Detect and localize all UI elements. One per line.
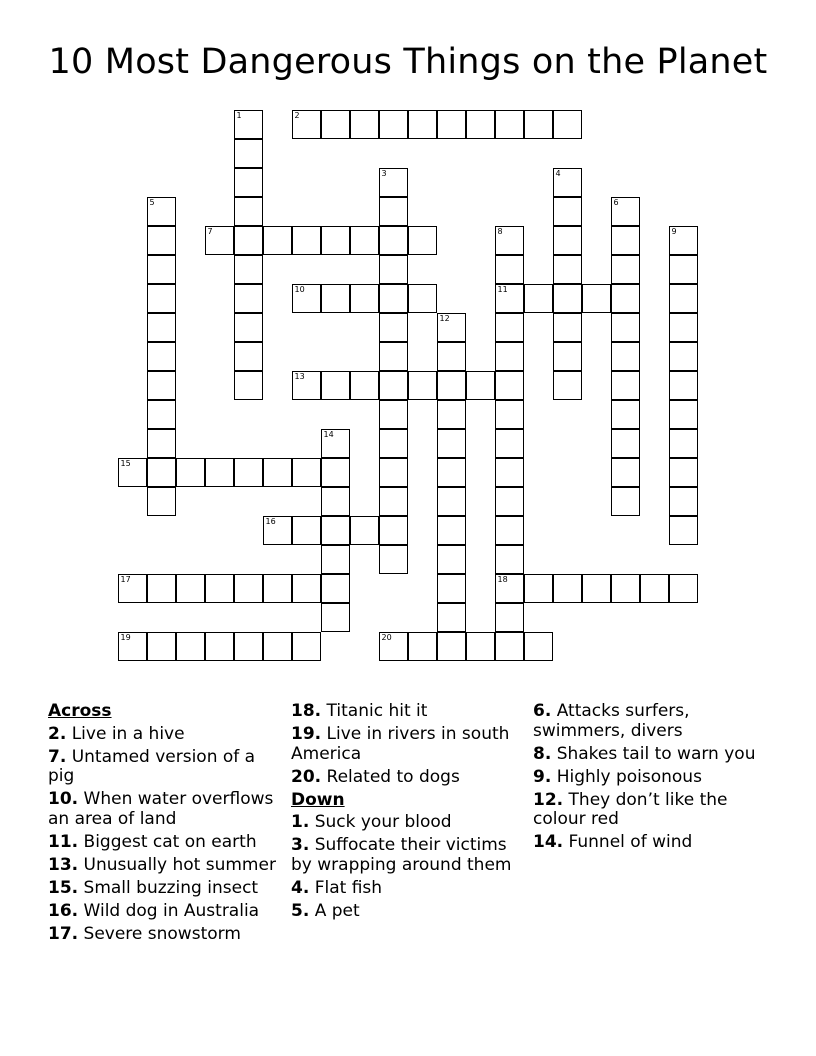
grid-cell[interactable]	[669, 313, 698, 342]
grid-cell[interactable]	[379, 342, 408, 371]
cell-number: 7	[207, 227, 213, 236]
grid-cell[interactable]	[669, 371, 698, 400]
grid-cell[interactable]	[669, 342, 698, 371]
grid-cell[interactable]	[176, 458, 205, 487]
grid-cell[interactable]	[379, 284, 408, 313]
grid-cell[interactable]	[495, 284, 524, 313]
grid-cell[interactable]	[495, 313, 524, 342]
grid-cell[interactable]	[669, 226, 698, 255]
grid-cell[interactable]	[437, 313, 466, 342]
grid-cell[interactable]	[234, 139, 263, 168]
cell-number: 3	[381, 169, 387, 178]
grid-cell[interactable]	[379, 197, 408, 226]
across-clue-11: 11. Biggest cat on earth	[48, 831, 257, 852]
grid-cell[interactable]	[321, 226, 350, 255]
grid-cell[interactable]	[437, 429, 466, 458]
grid-cell[interactable]	[524, 574, 553, 603]
grid-cell[interactable]	[379, 168, 408, 197]
grid-cell[interactable]	[495, 255, 524, 284]
clue-column-2	[291, 702, 527, 925]
grid-cell[interactable]	[669, 516, 698, 545]
grid-cell[interactable]	[408, 371, 437, 400]
grid-cell[interactable]	[234, 110, 263, 139]
clue-column-3	[533, 702, 768, 856]
grid-cell[interactable]	[669, 255, 698, 284]
cell-number: 10	[294, 285, 305, 294]
grid-cell[interactable]	[321, 516, 350, 545]
grid-cell[interactable]	[408, 284, 437, 313]
grid-cell[interactable]	[234, 226, 263, 255]
grid-cell[interactable]	[205, 226, 234, 255]
grid-cell[interactable]	[321, 110, 350, 139]
grid-cell[interactable]	[437, 487, 466, 516]
grid-cell[interactable]	[234, 574, 263, 603]
cell-number: 19	[120, 633, 131, 642]
cell-number: 5	[149, 198, 155, 207]
cell-number: 8	[497, 227, 503, 236]
cell-number: 4	[555, 169, 561, 178]
down-heading: Down	[291, 789, 345, 810]
grid-cell[interactable]	[147, 313, 176, 342]
grid-cell[interactable]	[582, 574, 611, 603]
grid-cell[interactable]	[118, 458, 147, 487]
grid-cell[interactable]	[234, 458, 263, 487]
grid-cell[interactable]	[147, 197, 176, 226]
across-clue-18: 18. Titanic hit it	[291, 701, 428, 721]
grid-cell[interactable]	[379, 429, 408, 458]
grid-cell[interactable]	[147, 255, 176, 284]
cell-number: 9	[671, 227, 677, 236]
grid-cell[interactable]	[379, 487, 408, 516]
grid-cell[interactable]	[379, 313, 408, 342]
grid-cell[interactable]	[292, 226, 321, 255]
cell-number: 18	[497, 575, 508, 584]
grid-cell[interactable]	[553, 226, 582, 255]
grid-cell[interactable]	[321, 487, 350, 516]
grid-cell[interactable]	[611, 574, 640, 603]
across-clue-2: 2. Live in a hive	[48, 723, 185, 744]
grid-cell[interactable]	[147, 429, 176, 458]
down-clue-3: 3. Suffocate their victims by wrapping around them	[291, 835, 512, 875]
grid-cell[interactable]	[321, 574, 350, 603]
grid-cell[interactable]	[118, 632, 147, 661]
grid-cell[interactable]	[495, 110, 524, 139]
grid-cell[interactable]	[292, 458, 321, 487]
down-clue-4: 4. Flat fish	[291, 877, 383, 898]
grid-cell[interactable]	[147, 574, 176, 603]
grid-cell[interactable]	[176, 574, 205, 603]
cell-number: 1	[236, 111, 242, 120]
grid-cell[interactable]	[495, 226, 524, 255]
grid-cell[interactable]	[553, 284, 582, 313]
grid-cell[interactable]	[379, 516, 408, 545]
grid-cell[interactable]	[379, 545, 408, 574]
grid-cell[interactable]	[321, 371, 350, 400]
cell-number: 20	[381, 633, 392, 642]
cell-number: 17	[120, 575, 131, 584]
cell-number: 11	[497, 285, 508, 294]
grid-cell[interactable]	[147, 342, 176, 371]
down-clue-1: 1. Suck your blood	[291, 812, 452, 832]
grid-cell[interactable]	[495, 342, 524, 371]
grid-cell[interactable]	[118, 574, 147, 603]
grid-cell[interactable]	[553, 342, 582, 371]
grid-cell[interactable]	[495, 516, 524, 545]
grid-cell[interactable]	[263, 458, 292, 487]
grid-cell[interactable]	[437, 458, 466, 487]
grid-cell[interactable]	[669, 284, 698, 313]
grid-cell[interactable]	[495, 632, 524, 661]
grid-cell[interactable]	[611, 400, 640, 429]
grid-cell[interactable]	[234, 255, 263, 284]
grid-cell[interactable]	[553, 371, 582, 400]
grid-cell[interactable]	[553, 110, 582, 139]
cell-number: 15	[120, 459, 131, 468]
cell-number: 16	[265, 517, 276, 526]
grid-cell[interactable]	[234, 342, 263, 371]
cell-number: 14	[323, 430, 334, 439]
grid-cell[interactable]	[292, 284, 321, 313]
grid-cell[interactable]	[379, 371, 408, 400]
grid-cell[interactable]	[147, 371, 176, 400]
grid-cell[interactable]	[495, 545, 524, 574]
grid-cell[interactable]	[437, 574, 466, 603]
grid-cell[interactable]	[292, 574, 321, 603]
across-clue-7: 7. Untamed version of a pig	[48, 746, 256, 786]
grid-cell[interactable]	[234, 168, 263, 197]
grid-cell[interactable]	[263, 516, 292, 545]
grid-cell[interactable]	[611, 226, 640, 255]
across-heading: Across	[48, 701, 112, 721]
grid-cell[interactable]	[379, 458, 408, 487]
grid-cell[interactable]	[553, 197, 582, 226]
grid-cell[interactable]	[263, 574, 292, 603]
grid-cell[interactable]	[321, 429, 350, 458]
grid-cell[interactable]	[234, 284, 263, 313]
grid-cell[interactable]	[611, 284, 640, 313]
grid-cell[interactable]	[466, 371, 495, 400]
grid-cell[interactable]	[321, 603, 350, 632]
grid-cell[interactable]	[466, 110, 495, 139]
grid-cell[interactable]	[495, 458, 524, 487]
grid-cell[interactable]	[292, 516, 321, 545]
grid-cell[interactable]	[234, 632, 263, 661]
grid-cell[interactable]	[292, 371, 321, 400]
cell-number: 6	[613, 198, 619, 207]
grid-cell[interactable]	[350, 284, 379, 313]
grid-cell[interactable]	[640, 574, 669, 603]
grid-cell[interactable]	[553, 313, 582, 342]
clue-column-1	[48, 702, 280, 948]
grid-cell[interactable]	[466, 632, 495, 661]
grid-cell[interactable]	[669, 487, 698, 516]
grid-cell[interactable]	[437, 516, 466, 545]
grid-cell[interactable]	[176, 632, 205, 661]
grid-cell[interactable]	[350, 110, 379, 139]
grid-cell[interactable]	[553, 168, 582, 197]
grid-cell[interactable]	[437, 371, 466, 400]
grid-cell[interactable]	[437, 632, 466, 661]
grid-cell[interactable]	[408, 110, 437, 139]
grid-cell[interactable]	[292, 632, 321, 661]
grid-cell[interactable]	[669, 400, 698, 429]
grid-cell[interactable]	[234, 313, 263, 342]
grid-cell[interactable]	[379, 400, 408, 429]
across-clue-17: 17. Severe snowstorm	[48, 923, 241, 944]
grid-cell[interactable]	[263, 226, 292, 255]
down-clue-14: 14. Funnel of wind	[533, 832, 693, 852]
grid-cell[interactable]	[582, 284, 611, 313]
grid-cell[interactable]	[437, 110, 466, 139]
grid-cell[interactable]	[234, 371, 263, 400]
grid-cell[interactable]	[379, 255, 408, 284]
grid-cell[interactable]	[495, 603, 524, 632]
grid-cell[interactable]	[147, 400, 176, 429]
across-clue-15: 15. Small buzzing insect	[48, 877, 259, 898]
across-clue-19: 19. Live in rivers in south America	[291, 724, 510, 764]
grid-cell[interactable]	[205, 574, 234, 603]
down-clue-6: 6. Attacks surfers, swimmers, divers	[533, 701, 690, 741]
grid-cell[interactable]	[524, 632, 553, 661]
grid-cell[interactable]	[379, 226, 408, 255]
grid-cell[interactable]	[147, 632, 176, 661]
grid-cell[interactable]	[495, 429, 524, 458]
grid-cell[interactable]	[553, 574, 582, 603]
grid-cell[interactable]	[524, 110, 553, 139]
grid-cell[interactable]	[611, 342, 640, 371]
grid-cell[interactable]	[321, 284, 350, 313]
grid-cell[interactable]	[495, 487, 524, 516]
grid-cell[interactable]	[611, 197, 640, 226]
grid-cell[interactable]	[321, 458, 350, 487]
across-clue-20: 20. Related to dogs	[291, 766, 460, 787]
grid-cell[interactable]	[205, 458, 234, 487]
across-clue-13: 13. Unusually hot summer	[48, 854, 276, 875]
grid-cell[interactable]	[495, 574, 524, 603]
grid-cell[interactable]	[611, 458, 640, 487]
grid-cell[interactable]	[350, 226, 379, 255]
grid-cell[interactable]	[437, 603, 466, 632]
grid-cell[interactable]	[437, 342, 466, 371]
grid-cell[interactable]	[292, 110, 321, 139]
down-clue-12: 12. They don’t like the colour red	[533, 789, 728, 829]
grid-cell[interactable]	[147, 226, 176, 255]
grid-cell[interactable]	[379, 632, 408, 661]
down-clue-8: 8. Shakes tail to warn you	[533, 743, 756, 764]
grid-cell[interactable]	[234, 197, 263, 226]
puzzle-title: 10 Most Dangerous Things on the Planet	[48, 42, 768, 82]
grid-cell[interactable]	[524, 284, 553, 313]
cell-number: 2	[294, 111, 300, 120]
grid-cell[interactable]	[669, 458, 698, 487]
grid-cell[interactable]	[147, 487, 176, 516]
grid-cell[interactable]	[408, 632, 437, 661]
grid-cell[interactable]	[611, 371, 640, 400]
grid-cell[interactable]	[553, 255, 582, 284]
grid-cell[interactable]	[669, 429, 698, 458]
grid-cell[interactable]	[263, 632, 292, 661]
grid-cell[interactable]	[669, 574, 698, 603]
grid-cell[interactable]	[379, 110, 408, 139]
across-clue-10: 10. When water overflows an area of land	[48, 789, 274, 829]
cell-number: 12	[439, 314, 450, 323]
across-clue-16: 16. Wild dog in Australia	[48, 900, 260, 921]
grid-cell[interactable]	[611, 255, 640, 284]
grid-cell[interactable]	[205, 632, 234, 661]
grid-cell[interactable]	[437, 545, 466, 574]
grid-cell[interactable]	[147, 284, 176, 313]
down-clue-9: 9. Highly poisonous	[533, 766, 702, 787]
grid-cell[interactable]	[350, 516, 379, 545]
grid-cell[interactable]	[147, 458, 176, 487]
cell-number: 13	[294, 372, 305, 381]
grid-cell[interactable]	[350, 371, 379, 400]
grid-cell[interactable]	[611, 429, 640, 458]
down-clue-5: 5. A pet	[291, 900, 360, 921]
grid-cell[interactable]	[611, 313, 640, 342]
grid-cell[interactable]	[321, 545, 350, 574]
grid-cell[interactable]	[495, 400, 524, 429]
grid-cell[interactable]	[408, 226, 437, 255]
grid-cell[interactable]	[611, 487, 640, 516]
grid-cell[interactable]	[437, 400, 466, 429]
grid-cell[interactable]	[495, 371, 524, 400]
